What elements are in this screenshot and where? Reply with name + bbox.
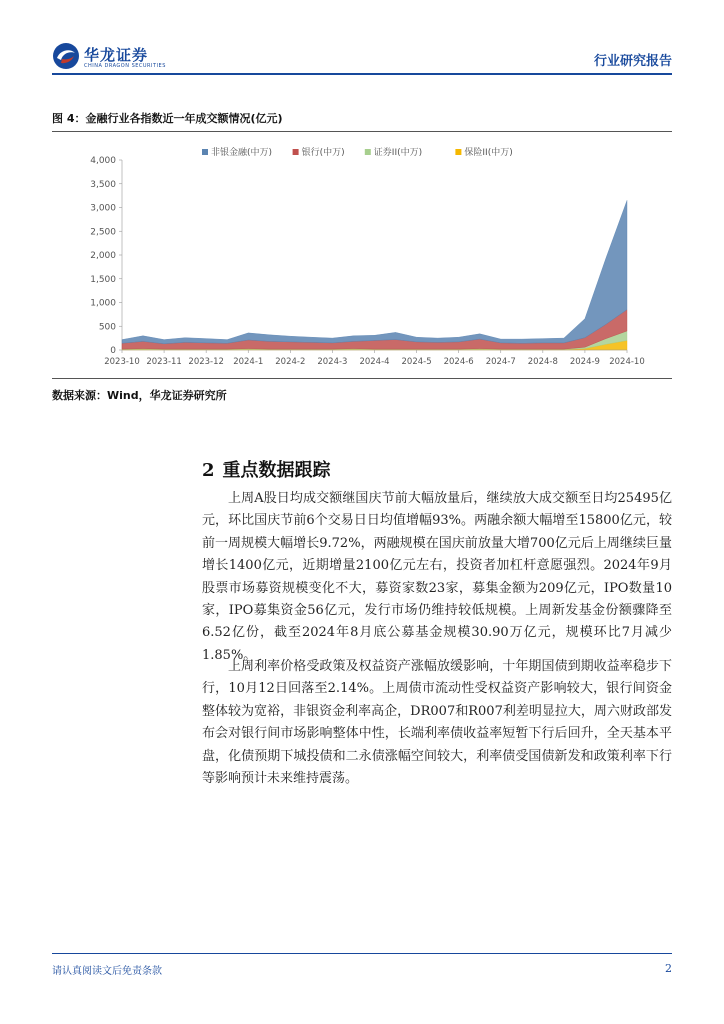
y-tick-label: 1,000 xyxy=(90,298,116,309)
report-type: 行业研究报告 xyxy=(593,54,672,69)
legend-label: 证券II(中万) xyxy=(373,148,423,158)
x-tick-label: 2023-10 xyxy=(104,357,140,367)
legend-swatch xyxy=(202,149,208,155)
figure-source: 数据来源：Wind，华龙证券研究所 xyxy=(52,389,227,402)
section-number: 2 xyxy=(202,460,215,481)
legend-label: 非银金融(中万) xyxy=(211,148,273,158)
section-title: 重点数据跟踪 xyxy=(222,460,331,481)
paragraph-market-volume xyxy=(202,488,672,667)
x-tick-label: 2024-3 xyxy=(317,357,348,367)
y-tick-label: 1,500 xyxy=(90,274,116,285)
x-tick-label: 2024-1 xyxy=(233,357,264,367)
area-series-非银金融(中万) xyxy=(122,200,627,343)
y-tick-label: 3,000 xyxy=(90,203,116,214)
x-tick-label: 2024-5 xyxy=(401,357,432,367)
y-tick-label: 500 xyxy=(98,322,116,333)
page-number: 2 xyxy=(665,962,672,975)
chart-legend xyxy=(202,146,513,158)
legend-label: 保险II(中万) xyxy=(464,148,513,158)
legend-swatch xyxy=(455,149,461,155)
y-tick-label: 0 xyxy=(110,346,116,356)
paragraph-text: 上周A股日均成交额继国庆节前大幅放量后，继续放大成交额至日均25495亿元，环比国庆节前6个交易日日均值增幅93%。两融余额大幅增至15800亿元，较前一周规模大幅增长9.72%，两融规模在国庆前放量大增700亿元后上周继续巨量增长1400亿元，近期增量2100亿元左右，投资者加杠杆意愿强烈。2024年9月股票市场募资规模变化不大，募资家数23家，募集金额为209亿元，IPO数量10家，IPO募集资金56亿元，发行市场仍维持较低规模。上周新发基金份额骤降至6.52亿份，截至2024年8月底公募基金规模30.90万亿元，规模环比7月减少1.85%。 xyxy=(202,491,672,663)
header-divider xyxy=(52,73,672,75)
figure-caption: 图 4：金融行业各指数近一年成交额情况(亿元) xyxy=(52,112,283,125)
x-tick-label: 2024-6 xyxy=(443,357,474,367)
legend-label: 银行(中万) xyxy=(301,148,345,158)
x-tick-label: 2024-10 xyxy=(609,357,645,367)
x-tick-label: 2024-8 xyxy=(527,357,558,367)
paragraph-interest-rate xyxy=(202,656,672,790)
x-tick-label: 2024-7 xyxy=(485,357,516,367)
x-tick-label: 2024-2 xyxy=(275,357,306,367)
y-tick-label: 2,500 xyxy=(90,227,116,238)
chart-areas xyxy=(122,200,627,350)
section-heading xyxy=(202,456,339,482)
trading-volume-area-chart xyxy=(52,140,672,372)
x-tick-label: 2023-12 xyxy=(188,357,224,367)
figure-bottom-rule xyxy=(52,378,672,379)
footer-divider xyxy=(52,953,672,954)
y-tick-label: 2,000 xyxy=(90,251,116,261)
y-tick-label: 3,500 xyxy=(90,179,116,190)
area-series-银行(中万) xyxy=(122,310,627,350)
footer-disclaimer: 请认真阅读文后免责条款 xyxy=(52,966,162,977)
x-tick-label: 2023-11 xyxy=(146,357,182,367)
brand-name-english: CHINA DRAGON SECURITIES xyxy=(84,63,166,69)
y-tick-label: 4,000 xyxy=(90,156,116,166)
page-header xyxy=(0,0,724,80)
legend-swatch xyxy=(293,149,299,155)
x-tick-label: 2024-9 xyxy=(569,357,600,367)
legend-swatch xyxy=(365,149,371,155)
brand-name: 华龙证券 xyxy=(84,46,149,64)
x-axis xyxy=(104,350,645,367)
paragraph-text: 上周利率价格受政策及权益资产涨幅放缓影响，十年期国债到期收益率稳步下行，10月12日回落至2.14%。上周债市流动性受权益资产影响较大，银行间资金整体较为宽裕，非银资金利率高企，DR007和R007利差明显拉大，周六财政部发布会对银行间市场影响整体中性，长端利率债收益率短暂下行后回升，全天基本平盘，化债预期下城投债和二永债涨幅空间较大，利率债受国债新发和政策利率下行等影响预计未来维持震荡。 xyxy=(202,659,672,787)
y-axis xyxy=(90,156,122,356)
company-logo-icon xyxy=(52,42,80,70)
x-tick-label: 2024-4 xyxy=(359,357,390,367)
figure-top-rule xyxy=(52,131,672,132)
